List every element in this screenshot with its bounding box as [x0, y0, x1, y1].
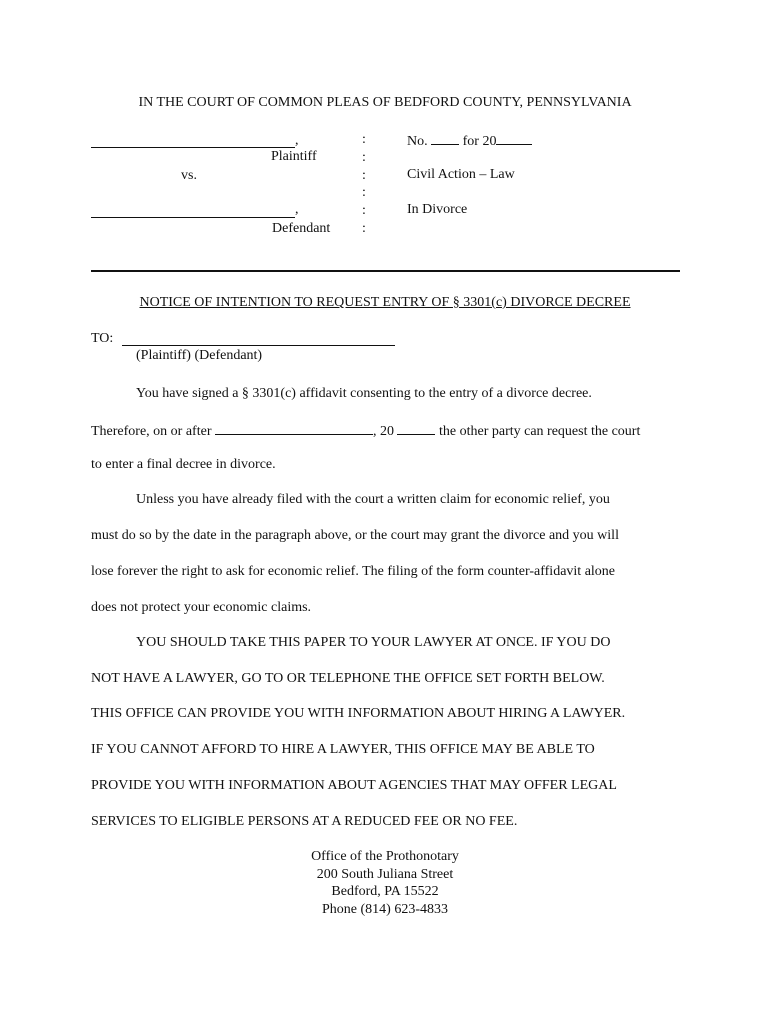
date-year-blank — [397, 423, 435, 435]
plaintiff-name-line — [91, 147, 295, 148]
paragraph-date-line2: to enter a final decree in divorce. — [91, 457, 276, 472]
docket-number — [407, 133, 532, 149]
office-street: 200 South Juliana Street — [316, 867, 454, 882]
warning-line-6: SERVICES TO ELIGIBLE PERSONS AT A REDUCED FEE OR NO FEE. — [91, 814, 518, 829]
date-blank — [215, 423, 373, 435]
paragraph-date-line — [91, 423, 640, 439]
court-title: IN THE COURT OF COMMON PLEAS OF BEDFORD COUNTY, PENNSYLVANIA — [138, 95, 632, 110]
civil-action-label: Civil Action – Law — [407, 167, 515, 182]
caption-colon: : — [362, 221, 366, 236]
date-year-prefix: , 20 — [372, 424, 394, 439]
docket-prefix: No. — [407, 134, 428, 149]
warning-line-5: PROVIDE YOU WITH INFORMATION ABOUT AGENCIES THAT MAY OFFER LEGAL — [91, 778, 617, 793]
date-intro: Therefore, on or after — [91, 424, 212, 439]
caption-divider — [91, 270, 680, 272]
warning-line-3: THIS OFFICE CAN PROVIDE YOU WITH INFORMATION ABOUT HIRING A LAWYER. — [91, 706, 626, 721]
defendant-label: Defendant — [272, 221, 331, 236]
to-label: TO: — [91, 331, 114, 346]
to-name-line — [122, 345, 395, 346]
paragraph-economic-3: lose forever the right to ask for economic relief. The filing of the form counter-affidavit alone — [91, 564, 616, 579]
office-name: Office of the Prothonotary — [311, 849, 459, 864]
to-sublabel: (Plaintiff) (Defendant) — [136, 348, 263, 363]
defendant-comma: , — [295, 202, 299, 217]
docket-year-blank — [496, 133, 532, 145]
paragraph-economic-2: must do so by the date in the paragraph above, or the court may grant the divorce and you will — [91, 528, 619, 543]
defendant-name-line — [91, 217, 295, 218]
vs-label: vs. — [181, 168, 197, 183]
warning-line-1: YOU SHOULD TAKE THIS PAPER TO YOUR LAWYER AT ONCE. IF YOU DO — [136, 635, 611, 650]
paragraph-economic-1: Unless you have already filed with the court a written claim for economic relief, you — [136, 492, 610, 507]
caption-colon: : — [362, 168, 366, 183]
office-phone: Phone (814) 623-4833 — [322, 902, 448, 917]
plaintiff-label: Plaintiff — [271, 149, 317, 164]
office-city: Bedford, PA 15522 — [331, 884, 439, 899]
warning-line-2: NOT HAVE A LAWYER, GO TO OR TELEPHONE THE OFFICE SET FORTH BELOW. — [91, 671, 605, 686]
caption-colon: : — [362, 203, 366, 218]
caption-colon: : — [362, 132, 366, 147]
plaintiff-comma: , — [295, 133, 299, 148]
paragraph-economic-4: does not protect your economic claims. — [91, 600, 312, 615]
caption-colon: : — [362, 185, 366, 200]
in-divorce-label: In Divorce — [407, 202, 468, 217]
docket-number-blank — [431, 133, 459, 145]
date-outro: the other party can request the court — [438, 424, 641, 439]
paragraph-affidavit: You have signed a § 3301(c) affidavit consenting to the entry of a divorce decree. — [136, 386, 592, 401]
notice-title: NOTICE OF INTENTION TO REQUEST ENTRY OF § 3301(c) DIVORCE DECREE — [139, 295, 631, 310]
caption-colon: : — [362, 150, 366, 165]
docket-year-prefix: for 20 — [462, 134, 497, 149]
warning-line-4: IF YOU CANNOT AFFORD TO HIRE A LAWYER, THIS OFFICE MAY BE ABLE TO — [91, 742, 595, 757]
